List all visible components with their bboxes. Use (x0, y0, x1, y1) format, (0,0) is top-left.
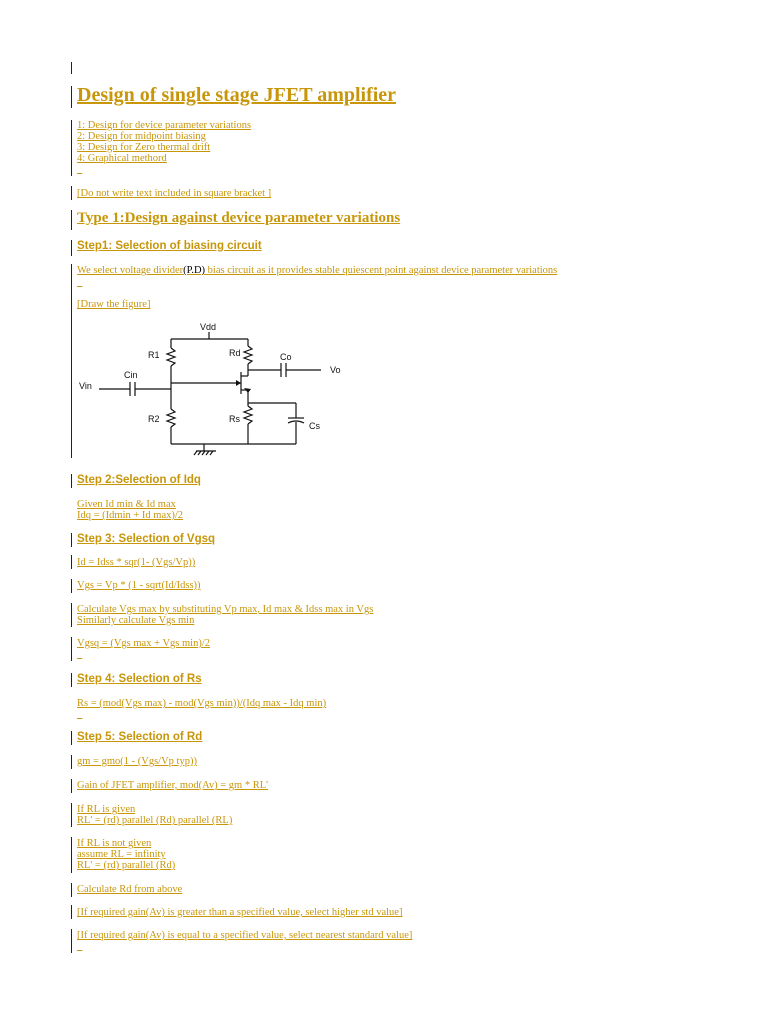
text-cursor-bar (71, 120, 72, 176)
step1-text-b: bias circuit as it provides stable quiescent point against device parameter variations (205, 265, 558, 276)
text-cursor-bar (71, 837, 72, 873)
step3-heading[interactable]: Step 3: Selection of Vgsq (77, 533, 216, 545)
text-cursor-bar (71, 86, 72, 108)
text-cursor-bar (71, 62, 72, 74)
page-title[interactable]: Design of single stage JFET amplifier (77, 84, 397, 106)
text-cursor-bar (71, 579, 72, 593)
step3-line-3[interactable]: Calculate Vgs max by substituting Vp max, Id max & Idss max in Vgs (77, 604, 374, 615)
text-cursor-bar (71, 779, 72, 793)
step5-line-9[interactable]: [If required gain(Av) is greater than a specified value, select higher std value] (77, 907, 403, 918)
label-co: Co (280, 352, 292, 362)
toc-item-2[interactable]: 2: Design for midpoint biasing (77, 131, 206, 142)
text-cursor-bar (71, 803, 72, 827)
step5-line-6[interactable]: assume RL = infinity (77, 849, 166, 860)
toc-item-underscore: _ (77, 164, 83, 175)
toc-item-4[interactable]: 4: Graphical methord (77, 153, 167, 164)
step1-text-a: We select voltage divider (77, 265, 184, 276)
step3-underscore: _ (77, 649, 83, 660)
step5-line-4[interactable]: RL' = (rd) parallel (Rd) parallel (RL) (77, 815, 233, 826)
text-cursor-bar (71, 240, 72, 256)
text-cursor-bar (71, 533, 72, 547)
step4-line-1[interactable]: Rs = (mod(Vgs max) - mod(Vgs min))/(Idq max - Idq min) (77, 698, 327, 709)
text-cursor-bar (71, 555, 72, 569)
step5-line-2[interactable]: Gain of JFET amplifier, mod(Av) = gm * RL' (77, 780, 269, 791)
step1-text-pd: (P.D) (183, 265, 206, 276)
label-cs: Cs (309, 421, 320, 431)
step3-line-2[interactable]: Vgs = Vp * (1 - sqrt(Id/Idss)) (77, 580, 201, 591)
step2-line-1[interactable]: Given Id min & Id max (77, 499, 176, 510)
label-r2: R2 (148, 414, 160, 424)
text-cursor-bar (71, 210, 72, 230)
text-cursor-bar (71, 637, 72, 661)
step2-heading[interactable]: Step 2:Selection of Idq (77, 474, 201, 486)
label-vin: Vin (79, 381, 92, 391)
step5-line-1[interactable]: gm = gmo(1 - (Vgs/Vp typ)) (77, 756, 197, 767)
text-cursor-bar (71, 603, 72, 627)
label-vdd: Vdd (200, 322, 217, 332)
step5-line-3[interactable]: If RL is given (77, 804, 136, 815)
step5-line-5[interactable]: If RL is not given (77, 838, 152, 849)
step1-heading[interactable]: Step1: Selection of biasing circuit (77, 240, 262, 252)
step1-draw-figure[interactable]: [Draw the figure] (77, 299, 151, 310)
text-cursor-bar (71, 264, 72, 458)
text-cursor-bar (71, 731, 72, 745)
text-cursor-bar (71, 186, 72, 200)
step4-heading[interactable]: Step 4: Selection of Rs (77, 673, 202, 685)
step4-underscore: _ (77, 709, 83, 720)
step5-heading[interactable]: Step 5: Selection of Rd (77, 731, 203, 743)
step5-line-7[interactable]: RL' = (rd) parallel (Rd) (77, 860, 176, 871)
note-bracket[interactable]: [Do not write text included in square bracket ] (77, 188, 272, 199)
step3-line-1[interactable]: Id = Idss * sqr(1- (Vgs/Vp)) (77, 557, 196, 568)
step5-line-10[interactable]: [If required gain(Av) is equal to a specified value, select nearest standard value] (77, 930, 413, 941)
text-cursor-bar (71, 905, 72, 919)
step5-underscore: _ (77, 941, 83, 952)
label-cin: Cin (124, 370, 138, 380)
step5-line-8[interactable]: Calculate Rd from above (77, 884, 183, 895)
step1-underscore: _ (77, 277, 83, 288)
type1-heading[interactable]: Type 1:Design against device parameter variations (77, 210, 401, 226)
label-rs: Rs (229, 414, 240, 424)
toc-item-1[interactable]: 1: Design for device parameter variations (77, 120, 252, 131)
text-cursor-bar (71, 883, 72, 897)
step1-text[interactable] (77, 265, 557, 276)
step3-line-5[interactable]: Vgsq = (Vgs max + Vgs min)/2 (77, 638, 210, 649)
text-cursor-bar (71, 929, 72, 953)
step3-line-4[interactable]: Similarly calculate Vgs min (77, 615, 195, 626)
label-vo: Vo (330, 365, 341, 375)
jfet-circuit-diagram (76, 316, 346, 466)
step2-line-2[interactable]: Idq = (Idmin + Id max)/2 (77, 510, 184, 521)
label-r1: R1 (148, 350, 160, 360)
toc-item-3[interactable]: 3: Design for Zero thermal drift (77, 142, 211, 153)
text-cursor-bar (71, 673, 72, 687)
text-cursor-bar (71, 474, 72, 488)
text-cursor-bar (71, 755, 72, 769)
label-rd: Rd (229, 348, 241, 358)
